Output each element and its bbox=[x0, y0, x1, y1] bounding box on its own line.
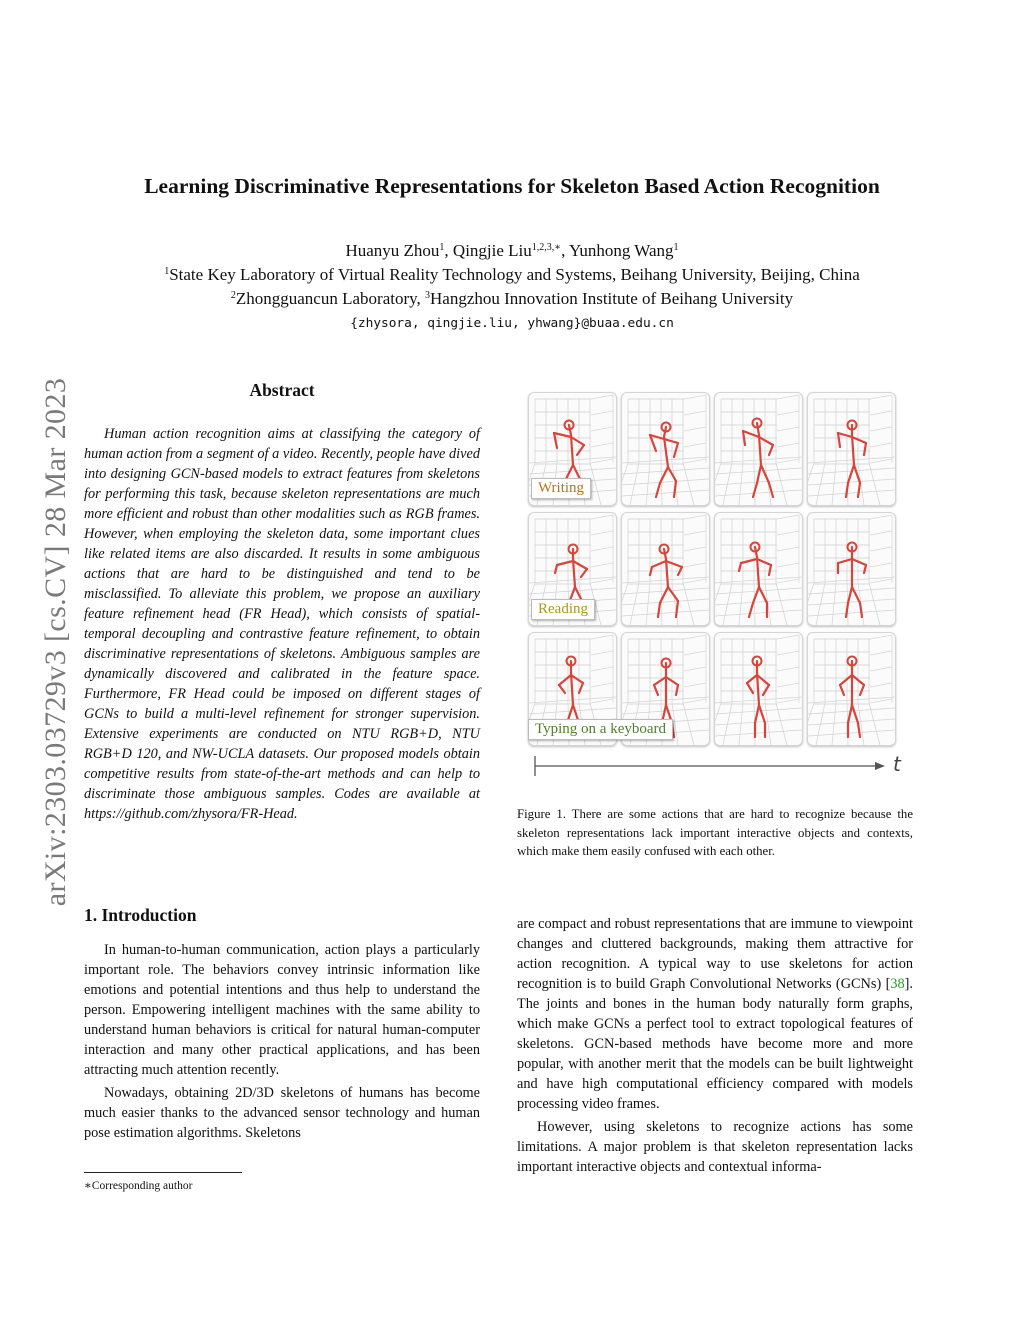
paragraph-text: ]. The joints and bones in the human body naturally form graphs, which make GCNs a perfect tool to extract topological features of skeletons. GCN-based methods have become more and more popular, with another merit that the models can be built lightweight and have high computational efficiency compared with models processing video frames. bbox=[517, 976, 913, 1112]
footnote: ∗Corresponding author bbox=[84, 1180, 193, 1192]
author-affiliation-mark: 1 bbox=[439, 242, 445, 253]
time-axis-label: t bbox=[893, 752, 901, 776]
affiliation-text: Hangzhou Innovation Institute of Beihang University bbox=[430, 289, 794, 308]
paragraph bbox=[517, 914, 913, 1114]
footnote-rule bbox=[84, 1172, 242, 1173]
affiliation-text: Zhongguancun Laboratory, bbox=[235, 289, 426, 308]
affiliation-mark: 1 bbox=[164, 266, 170, 277]
paper-title: Learning Discriminative Representations for Skeleton Based Action Recognition bbox=[144, 174, 880, 198]
action-label-typing bbox=[528, 719, 673, 740]
label-text: Reading bbox=[538, 601, 588, 617]
time-axis-arrowhead bbox=[875, 762, 885, 770]
skeleton-frame-panel bbox=[807, 512, 896, 626]
paragraph: In human-to-human communication, action plays a particularly important role. The behaviors convey intrinsic information like emotions and potential intentions and thus help to understand the person. Empowering intelligent machines with the same ability to understand human behaviors is critical for natural human-computer interaction and many other practical applications, and has been attracting much attention recently. bbox=[84, 942, 480, 1078]
affiliation-line bbox=[0, 289, 1024, 309]
intro-left-column bbox=[84, 940, 480, 1146]
skeleton-frame-panel bbox=[807, 632, 896, 746]
abstract-heading: Abstract bbox=[249, 380, 315, 400]
action-label-writing bbox=[531, 478, 591, 499]
label-text: Typing on a keyboard bbox=[535, 721, 667, 737]
paragraph: However, using skeletons to recognize actions has some limitations. A major problem is that skeleton representation lacks important interactive objects and contextual informa- bbox=[517, 1119, 913, 1175]
skeleton-frame-panel bbox=[621, 392, 710, 506]
affiliation-mark: 2 bbox=[230, 290, 236, 301]
author-name: Qingjie Liu bbox=[452, 241, 532, 260]
author-affiliation-mark: 1,2,3,∗ bbox=[531, 242, 562, 253]
author-name: Huanyu Zhou bbox=[345, 241, 440, 260]
abstract-text: Human action recognition aims at classifying the category of human action from a segment of a video. Recently, people have dived into designing GCN-based models to extract features from skeletons for performing this task, because skeleton representations are much more efficient and robust than other modalities such as RGB frames. However, when employing the skeleton data, some important clues like related items are also discarded. It results in some ambiguous actions that are hard to be distinguished and tend to be misclassified. To alleviate this problem, we propose an auxiliary feature refinement head (FR Head), which consists of spatial-temporal decoupling and contrastive feature refinement, to obtain discriminative representations of skeletons. Ambiguous samples are dynamically discovered and calibrated in the feature space. Furthermore, FR Head could be imposed on different stages of GCNs to build a multi-level refinement for stronger supervision. Extensive experiments are conducted on NTU RGB+D, NTU RGB+D 120, and NW-UCLA datasets. Our proposed models obtain competitive results from state-of-the-art methods and can help to discriminate those ambiguous samples. Codes are available at https://github.com/zhysora/FR-Head. bbox=[84, 426, 480, 822]
author-emails: {zhysora, qingjie.liu, yhwang}@buaa.edu.cn bbox=[350, 316, 674, 331]
paragraph-text: are compact and robust representations that are immune to viewpoint changes and cluttered backgrounds, making them attractive for action recognition. A typical way to use skeletons for action recognition is to build Graph Convolutional Networks (GCNs) [ bbox=[517, 916, 913, 992]
skeleton-frame-panel bbox=[621, 512, 710, 626]
author-affiliation-mark: 1 bbox=[673, 242, 679, 253]
skeleton-frame-panel bbox=[714, 512, 803, 626]
figure-caption: Figure 1. There are some actions that are hard to recognize because the skeleton representations lack important interactive objects and contexts, which make them easily confused with each other. bbox=[517, 807, 913, 858]
label-text: Writing bbox=[538, 480, 585, 496]
arxiv-identifier: arXiv:2303.03729v3 [cs.CV] 28 Mar 2023 bbox=[39, 377, 72, 907]
author-list: Huanyu Zhou$^1$, Qingjie Liu$^{1,2,3,∗}$, Yunhong Wang$^1$ bbox=[345, 241, 679, 260]
affiliation-line bbox=[0, 265, 1024, 285]
section-heading-introduction: 1. Introduction bbox=[84, 905, 197, 925]
figure-1 bbox=[517, 388, 917, 788]
paragraph: Nowadays, obtaining 2D/3D skeletons of humans has become much easier thanks to the advanced sensor technology and human pose estimation algorithms. Skeletons bbox=[84, 1085, 480, 1141]
affiliation-text: State Key Laboratory of Virtual Reality Technology and Systems, Beihang University, Beijing, China bbox=[169, 265, 860, 284]
skeleton-frame-panel bbox=[714, 632, 803, 746]
skeleton-frame-panel bbox=[807, 392, 896, 506]
skeleton-frame-panel bbox=[714, 392, 803, 506]
intro-right-column bbox=[517, 914, 913, 1180]
author-name: Yunhong Wang bbox=[568, 241, 674, 260]
citation-link[interactable]: 38 bbox=[890, 976, 905, 992]
affiliation-mark: 3 bbox=[425, 290, 431, 301]
time-axis bbox=[517, 748, 917, 788]
action-label-reading bbox=[531, 599, 595, 620]
